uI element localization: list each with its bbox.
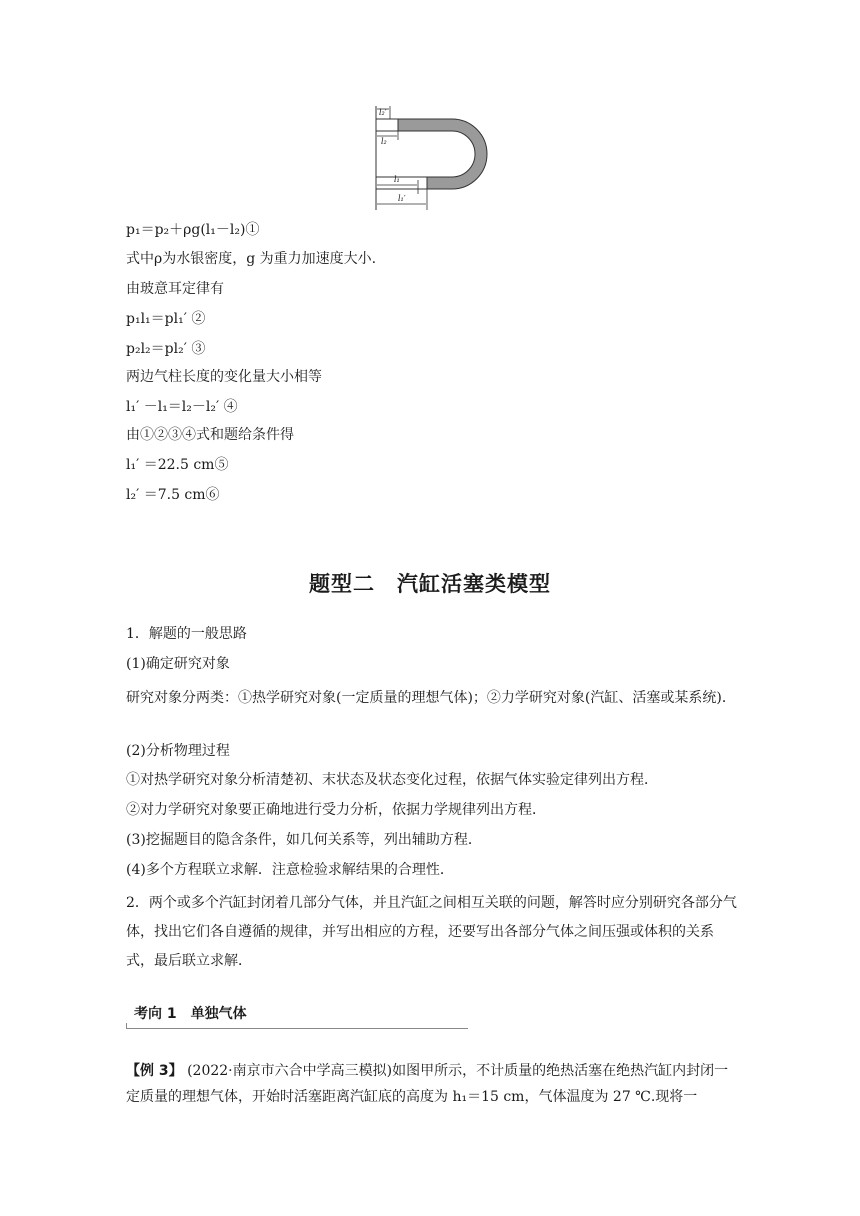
upper-arm bbox=[376, 119, 398, 131]
kaoxiang-tick bbox=[126, 1023, 127, 1029]
label-l2-prime: l₂′ bbox=[379, 108, 387, 117]
equation-1: p₁＝p₂＋ρg(l₁－l₂)① bbox=[126, 222, 260, 238]
section-title: 题型二 汽缸活塞类模型 bbox=[309, 572, 551, 596]
label-l2: l₂ bbox=[381, 137, 387, 146]
result-l1-prime: l₁′ ＝22.5 cm⑤ bbox=[126, 457, 229, 473]
example-text: (2022·南京市六合中学高三模拟)如图甲所示，不计质量的绝热活塞在绝热汽缸内封闭一定质量的理想气体，开始时活塞距离汽缸底的高度为 h₁＝15 cm，气体温度为 27 ℃.现将一 bbox=[126, 1063, 729, 1105]
note-rho: 式中ρ为水银密度，g 为重力加速度大小. bbox=[126, 251, 377, 267]
body-line-2: (1)确定研究对象 bbox=[126, 656, 230, 672]
equation-4: l₁′ －l₁＝l₂－l₂′ ④ bbox=[126, 399, 238, 415]
equation-3: p₂l₂＝pl₂′ ③ bbox=[126, 341, 206, 357]
body-line-5: ①对热学研究对象分析清楚初、末状态及状态变化过程，依据气体实验定律列出方程． bbox=[126, 772, 658, 788]
length-change-note: 两边气柱长度的变化量大小相等 bbox=[126, 369, 322, 385]
example-tag: 【例 3】 bbox=[126, 1063, 183, 1079]
equation-2: p₁l₁＝pl₁′ ② bbox=[126, 311, 206, 327]
boyle-law-intro: 由玻意耳定律有 bbox=[126, 281, 224, 297]
example-3 bbox=[126, 1058, 738, 1110]
lower-arm bbox=[376, 177, 427, 189]
label-l1: l₁ bbox=[394, 175, 400, 184]
body-line-9: 2．两个或多个汽缸封闭着几部分气体，并且汽缸之间相互关联的问题，解答时应分别研究各部分气体，找出它们各自遵循的规律，并写出相应的方程，还要写出各部分气体之间压强或体积的关系式，最后联立求解． bbox=[126, 895, 737, 969]
body-line-1: 1．解题的一般思路 bbox=[126, 626, 247, 642]
body-line-4: (2)分析物理过程 bbox=[126, 743, 230, 759]
body-line-3: 研究对象分两类：①热学研究对象(一定质量的理想气体)；②力学研究对象(汽缸、活塞或某系统)． bbox=[126, 690, 736, 706]
body-line-8: (4)多个方程联立求解．注意检验求解结果的合理性． bbox=[126, 862, 454, 878]
label-l1-prime: l₁′ bbox=[398, 194, 406, 203]
u-tube-diagram bbox=[368, 100, 494, 212]
kaoxiang-underline bbox=[126, 1028, 468, 1029]
kaoxiang-header bbox=[126, 1003, 468, 1029]
body-line-6: ②对力学研究对象要正确地进行受力分析，依据力学规律列出方程． bbox=[126, 802, 546, 818]
result-l2-prime: l₂′ ＝7.5 cm⑥ bbox=[126, 487, 220, 503]
body-line-7: (3)挖掘题目的隐含条件，如几何关系等，列出辅助方程． bbox=[126, 832, 482, 848]
combine-note: 由①②③④式和题给条件得 bbox=[126, 427, 294, 443]
u-tube-figure bbox=[368, 100, 494, 212]
mercury-column bbox=[398, 119, 487, 189]
kaoxiang-title: 考向 1 单独气体 bbox=[134, 1006, 247, 1022]
